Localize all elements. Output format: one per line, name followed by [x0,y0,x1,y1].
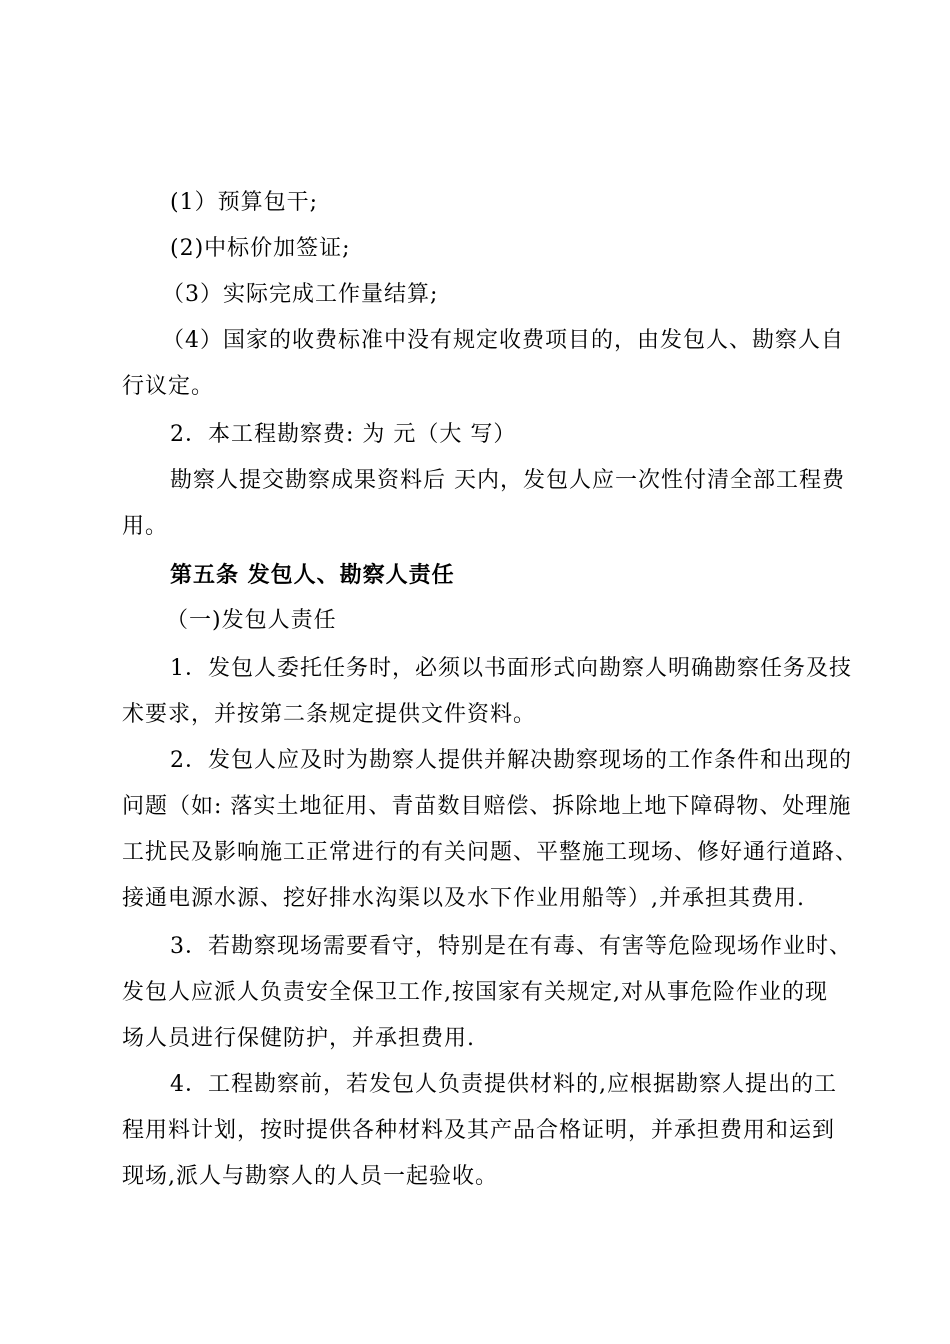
payment-option-3: （3）实际完成工作量结算; [162,282,439,307]
clause-3-line-2: 发包人应派人负责安全保卫工作,按国家有关规定,对从事危险作业的现 [122,980,828,1005]
clause-1-line-1: 1．发包人委托任务时，必须以书面形式向勘察人明确勘察任务及技 [170,656,852,681]
clause-2-line-2: 问题（如: 落实土地征用、青苗数目赔偿、拆除地上地下障碍物、处理施 [122,794,852,819]
clause-4-line-2: 程用料计划，按时提供各种材料及其产品合格证明，并承担费用和运到 [122,1118,836,1143]
clause-2-line-4: 接通电源水源、挖好排水沟渠以及水下作业用船等）,并承担其费用. [122,886,805,911]
clause-2-line-3: 工扰民及影响施工正常进行的有关问题、平整施工现场、修好通行道路、 [122,840,859,865]
clause-3-line-1: 3．若勘察现场需要看守，特别是在有毒、有害等危险现场作业时、 [170,934,852,959]
payment-deadline-line-2: 用。 [122,514,169,539]
clause-1-line-2: 术要求，并按第二条规定提供文件资料。 [122,702,537,727]
payment-deadline-line-1: 勘察人提交勘察成果资料后 天内，发包人应一次性付清全部工程费 [170,468,845,493]
clause-2-line-1: 2．发包人应及时为勘察人提供并解决勘察现场的工作条件和出现的 [170,748,852,773]
clause-4-line-1: 4．工程勘察前，若发包人负责提供材料的,应根据勘察人提出的工 [170,1072,837,1097]
clause-4-line-3: 现场,派人与勘察人的人员一起验收。 [122,1164,498,1189]
client-responsibility-heading: （一)发包人责任 [166,608,337,633]
payment-option-1: (1）预算包干; [170,190,318,215]
clause-3-line-3: 场人员进行保健防护，并承担费用. [122,1026,475,1051]
survey-fee-clause: 2．本工程勘察费: 为 元（大 写） [170,422,517,447]
article-five-heading: 第五条 发包人、勘察人责任 [170,562,455,588]
payment-option-4-line-2: 行议定。 [122,374,215,399]
payment-option-4-line-1: （4）国家的收费标准中没有规定收费项目的，由发包人、勘察人自 [162,328,844,353]
payment-option-2: (2)中标价加签证; [170,236,351,261]
